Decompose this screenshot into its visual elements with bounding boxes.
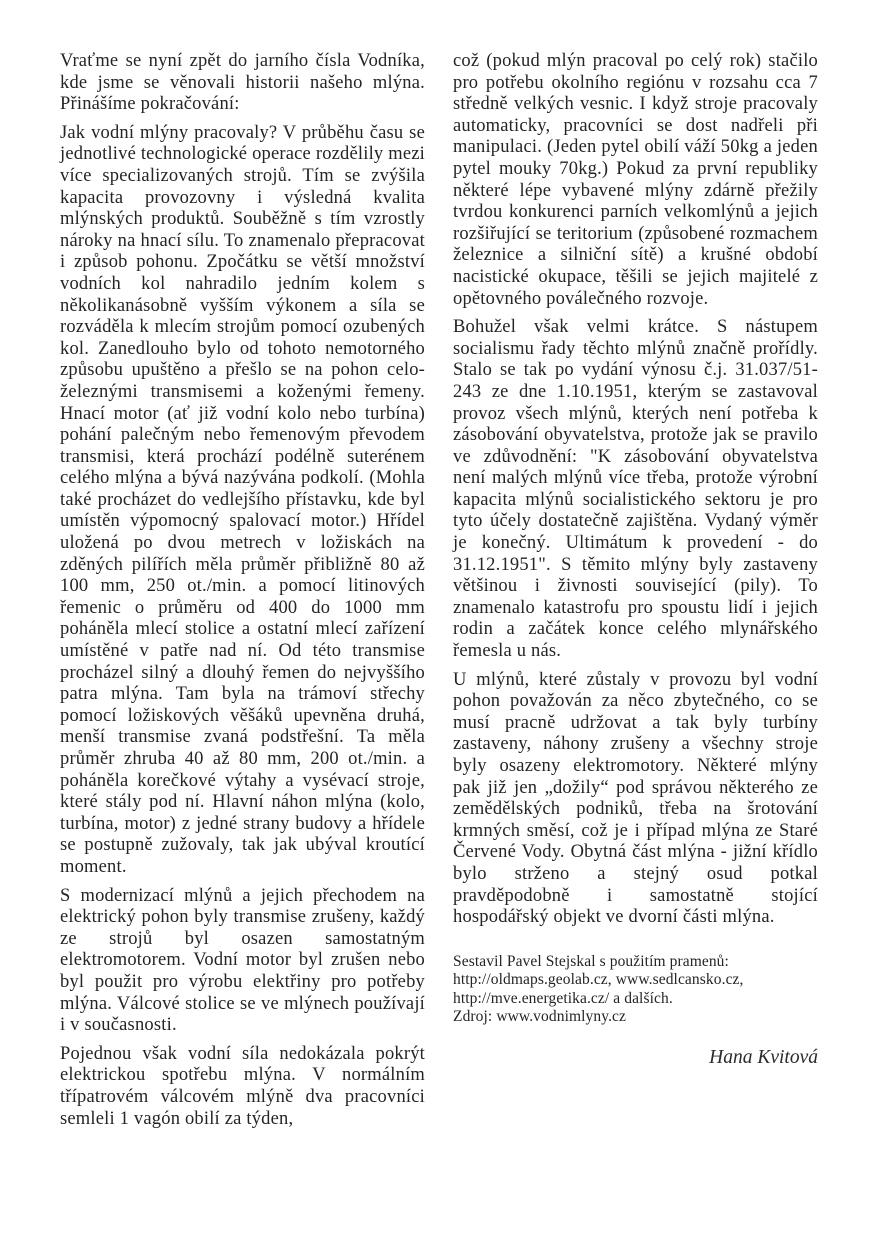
paragraph-remaining-mills: U mlýnů, které zůstaly v provozu byl vodní pohon považován za něco zbytečného, co se musí pracně udržovat a tak byly turbíny zastaveny, náhony zrušeny a všechny stroje byly osazeny elektromotory. Některé mlýny pak již jen „dožily“ pod správou některého ze zemědělských podniků, třeba na šrotování krmných směsí, což je i případ mlýna ze Staré Červené Vody. Obytná část mlýna - jižní křídlo bylo strženo a stejný osud potkal pravděpodobně i samostatně stojící hospodářský objekt ve dvorní části mlýna. <box>453 669 818 928</box>
right-column <box>453 51 818 1137</box>
paragraph-electric-demand: Pojednou však vodní síla nedokázala pokrýt elektrickou spotřebu mlýna. V normálním třípatrovém válcovém mlýně dva pracovníci semleli 1 vagón obilí za týden, <box>60 1043 425 1129</box>
author-signature: Hana Kvitová <box>709 1047 818 1069</box>
credits-line-sources-1: http://oldmaps.geolab.cz, www.sedlcansko.cz, <box>453 971 744 989</box>
paragraph-socialism-decree: Bohužel však velmi krátce. S nástupem socialismu řady těchto mlýnů značně prořídly. Stalo se tak po vydání výnosu č.j. 31.037/51-243 ze dne 1.10.1951, kterým se zastavoval provoz všech mlýnů, kterých není potřeba k zásobování obyvatelstva, protože jak se pravilo ve zdůvodnění: "K zásobování obyvatelstva není malých mlýnů více třeba, protože výrobní kapacita mlýnů socialistického sektoru je pro tyto účely dostatečně zajištěna. Vydaný výměr je konečný. Ultimátum k provedení - do 31.12.1951". S těmito mlýny byly zastaveny většinou i živnosti související (pily). To znamenalo katastrofu pro spoustu lidí i jejich rodin a začátek konce celého mlynářského řemesla u nás. <box>453 317 818 662</box>
credits-line-compiler: Sestavil Pavel Stejskal s použitím pramenů: <box>453 952 729 970</box>
paragraph-annual-capacity: což (pokud mlýn pracoval po celý rok) stačilo pro potřebu okolního regiónu v rozsahu cca 7 středně velkých vesnic. I když stroje pracovaly automaticky, pracovníci se dost nadřeli při manipulaci. (Jeden pytel obilí váží 50kg a jeden pytel mouky 70kg.) Pokud za první republiky některé lépe vybavené mlýny zdárně přežily tvrdou konkurenci parních velkomlýnů a jejich rozšiřující se teritorium (způsobené rozmachem železnice a silniční sítě) a krušné období nacistické okupace, těšili se jejich majitelé z opětovného poválečného rozvoje. <box>453 51 818 309</box>
paragraph-intro: Vraťme se nyní zpět do jarního čísla Vodníka, kde jsme se věnovali historii našeho mlýna. Přinášíme pokračování: <box>60 51 425 115</box>
sources-credits <box>453 953 818 1027</box>
credits-line-zdroj: Zdroj: www.vodnimlyny.cz <box>453 1007 627 1025</box>
paragraph-how-mills-worked: Jak vodní mlýny pracovaly? V průběhu času se jednotlivé technologické operace rozdělily mezi více specializovaných strojů. Tím se zvýšila kapacita provozovny i výsledná kvalita mlýnských produktů. Souběžně s tím vzrostly nároky na hnací sílu. To znamenalo přepracovat i způsob pohonu. Zpočátku se větší množství vodních kol nahradilo jedním kolem s několikanásobně vyšším výkonem a síla se rozváděla k mlecím strojům pomocí ozubených kol. Zanedlouho bylo od tohoto nemotorného způsobu upuštěno a přešlo se na pohon celo-železnými transmisemi a koženými řemeny. Hnací motor (ať již vodní kolo nebo turbína) pohání palečným nebo řemenovým převodem transmisi, která prochází podélně suterénem celého mlýna a bývá nazývána podkolí. (Mohla také procházet do vedlejšího přístavku, kde byl umístěn výpomocný spalovací motor.) Hřídel uložená po dvou metrech v ložiskách na zděných pilířích měla průměr přibližně 80 až 100 mm, 250 ot./min. a pomocí litinových řemenic o průměru od 400 do 1000 mm poháněla mlecí stolice a ostatní mlecí zařízení umístěné v patře nad ní. Od této transmise procházel silný a dlouhý řemen do nejvyššího patra mlýna. Tam byla na trámoví střechy pomocí ložiskových věšáků upevněna druhá, menší transmise zvaná podstřešní. Ta měla průměr zhruba 40 až 80 mm, 200 ot./min. a poháněla korečkové výtahy a vysévací stroje, které stály pod ní. Hlavní náhon mlýna (kolo, turbína, motor) z jedné strany budovy a hřídele se postupně zužovaly, tak jak ubýval kroutící moment. <box>60 122 425 877</box>
credits-line-sources-2: http://mve.energetika.cz/ a dalších. <box>453 989 673 1007</box>
left-column <box>60 51 425 1137</box>
paragraph-modernization: S modernizací mlýnů a jejich přechodem na elektrický pohon byly transmise zrušeny, každý ze strojů byl osazen samostatným elektromotorem. Vodní motor byl zrušen nebo byl použit pro výrobu elektřiny pro potřeby mlýna. Válcové stolice se ve mlýnech používají i v současnosti. <box>60 885 425 1036</box>
